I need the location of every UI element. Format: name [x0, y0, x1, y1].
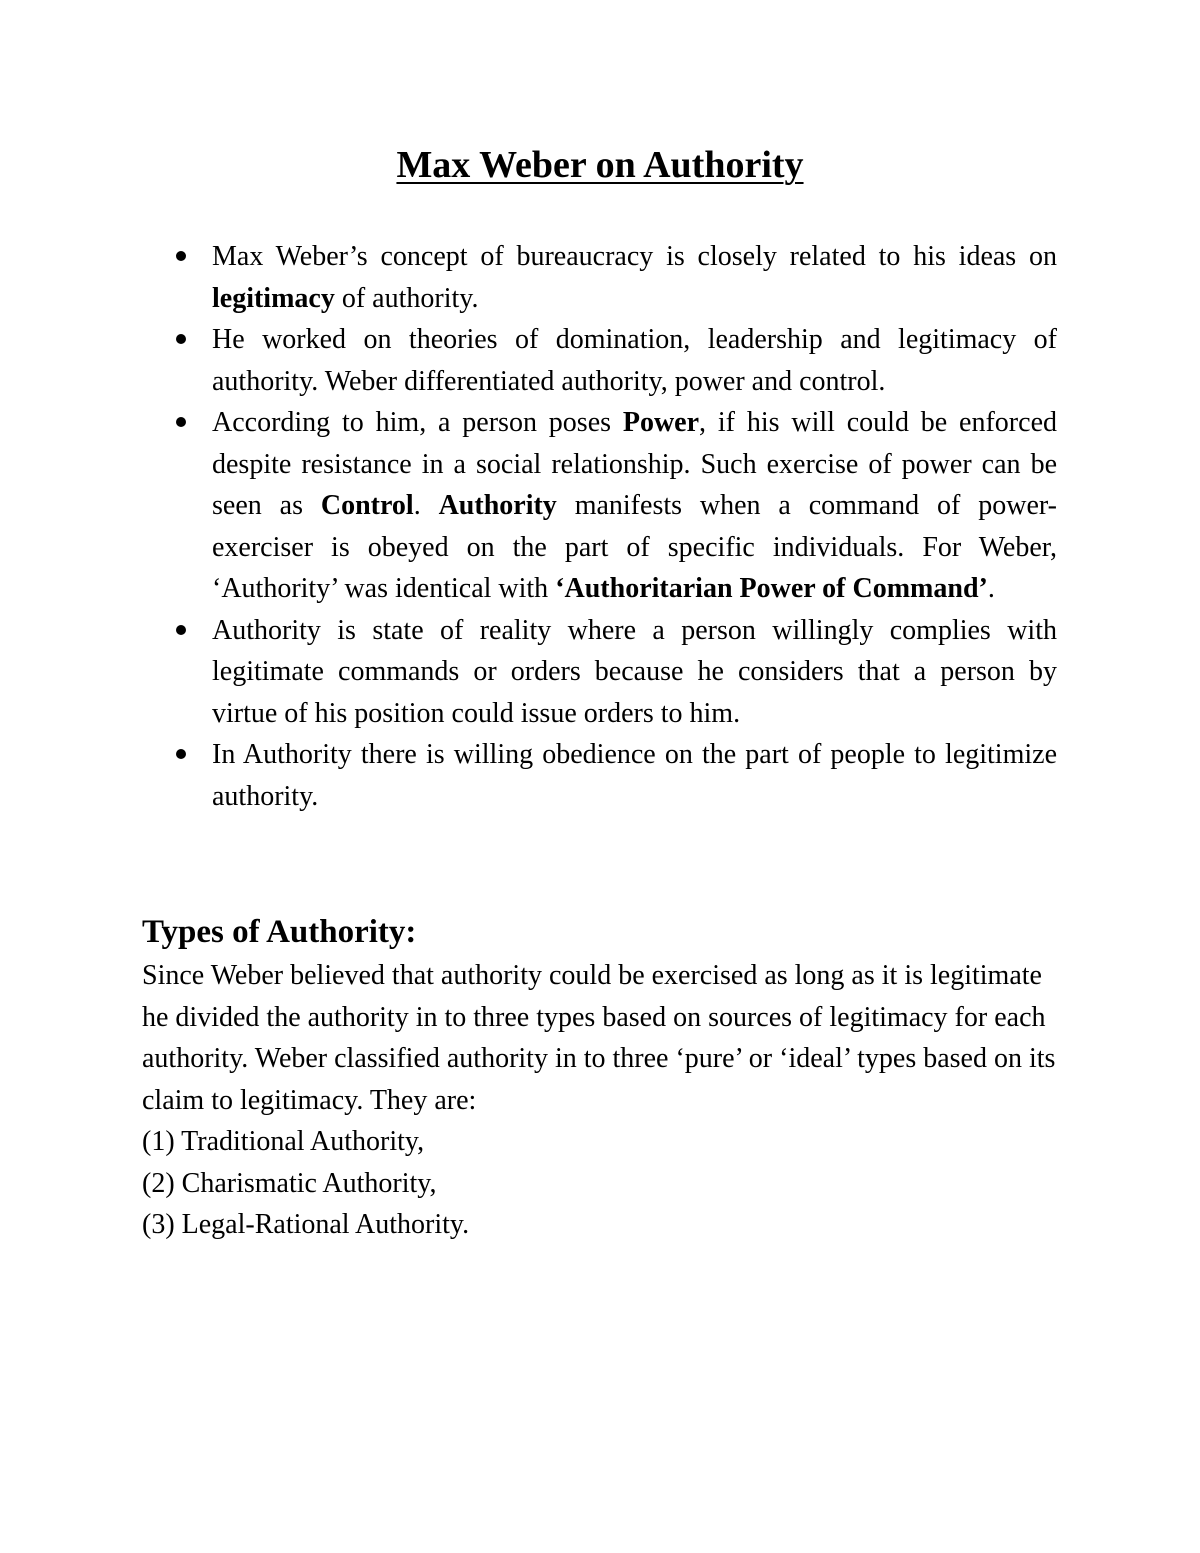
- bold-term-power: Power: [622, 407, 700, 438]
- bullet-text: Max Weber’s concept of bureaucracy is closely related to his ideas on: [212, 241, 1057, 272]
- bold-term-authority: Authority: [438, 490, 557, 521]
- bullet-text: According to him, a person poses: [212, 407, 623, 438]
- types-list-item: (3) Legal-Rational Authority.: [142, 1209, 470, 1240]
- bullet-text: Authority is state of reality where a person willingly complies with legitimate commands or orders because he considers that a person by virtue of his position could issue orders to him.: [212, 614, 1057, 729]
- bullet-dot-icon: [176, 749, 186, 759]
- bullet-item-3: [212, 402, 1057, 610]
- bullet-item-5: [212, 734, 1057, 817]
- bullet-text: He worked on theories of domination, leadership and legitimacy of authority. Weber differentiated authority, power and control.: [212, 324, 1057, 397]
- page-title-text: Max Weber on Authority: [396, 144, 804, 186]
- bullet-text: In Authority there is willing obedience on the part of people to legitimize authority.: [212, 739, 1057, 812]
- types-list-item: (1) Traditional Authority,: [142, 1126, 425, 1157]
- types-list-item: (2) Charismatic Authority,: [142, 1167, 437, 1199]
- section-body-types: [142, 955, 1062, 1246]
- bullet-text: .: [987, 573, 995, 604]
- bullet-item-2: [212, 319, 1057, 402]
- bullet-dot-icon: [176, 251, 186, 261]
- bullet-text: of authority.: [334, 282, 479, 314]
- bold-term-legitimacy: legitimacy: [212, 282, 335, 314]
- page-title: [0, 138, 1200, 192]
- bullet-list: [212, 236, 1057, 817]
- bullet-item-1: [212, 236, 1057, 319]
- bullet-dot-icon: [176, 625, 186, 635]
- bullet-text: .: [413, 490, 439, 521]
- types-list: [142, 1121, 1062, 1246]
- bold-term-authoritarian-power: ‘Authoritarian Power of Command’: [555, 573, 988, 604]
- section-heading-types: Types of Authority:: [142, 914, 417, 950]
- types-intro-paragraph: Since Weber believed that authority could be exercised as long as it is legitimate he divided the authority in to three types based on sources of legitimacy for each authority. Weber classified authority in to three ‘pure’ or ‘ideal’ types based on its claim to legitimacy. They are:: [142, 960, 1056, 1116]
- bullet-item-4: [212, 610, 1057, 735]
- bullet-dot-icon: [176, 417, 186, 427]
- bullet-text: , if his will could be enforced despite resistance in a social relationship. Such exercise of power can be seen as: [212, 407, 1057, 521]
- bullet-text: manifests when a command of power-exerciser is obeyed on the part of specific individuals. For Weber, ‘Authority’ was identical with: [212, 490, 1057, 604]
- bullet-dot-icon: [176, 334, 186, 344]
- bold-term-control: Control: [320, 490, 414, 521]
